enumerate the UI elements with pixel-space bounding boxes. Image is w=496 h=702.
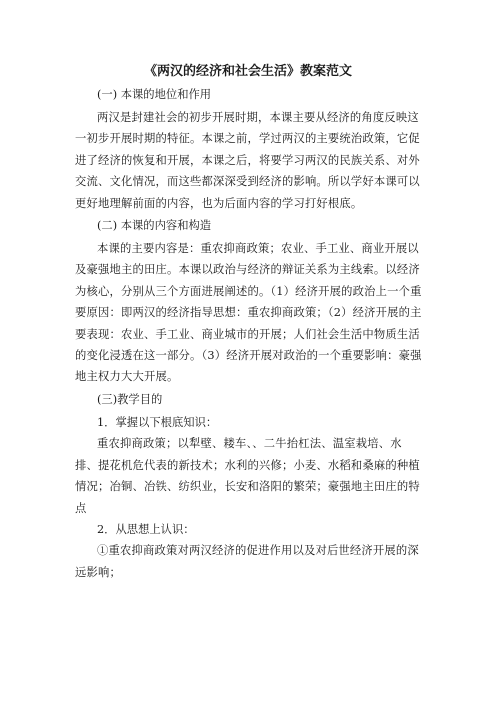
paragraph-structure: 本课的主要内容是：重农抑商政策；农业、手工业、商业开展以及豪强地主的田庄。本课以政治与经济的辩证关系为主线索。以经济为核心，分别从三个方面进展阐述的。（1）经济开展的政治上一个重要原因：即两汉的经济指导思想：重农抑商政策；（2）经济开展的主要表现：农业、手工业、商业城市的开展；人们社会生活中物质生活的变化浸透在这一部分。（3）经济开展对政治的一个重要影响：豪强地主权力大大开展。 bbox=[75, 242, 422, 384]
objective-item-1: 1．掌握以下根底知识： bbox=[97, 415, 218, 429]
paragraph-knowledge: 重农抑商政策；以犁壁、耧车、、二牛抬杠法、温室栽培、水排、提花机危代表的新技术；水利的兴修；小麦、水稻和桑麻的种植情况；冶铜、冶铁、纺织业，长安和洛阳的繁荣；豪强地主田庄的特点 bbox=[75, 437, 420, 515]
paragraph-understanding: ①重农抑商政策对两汉经济的促进作用以及对后世经济开展的深远影响； bbox=[75, 544, 419, 579]
section-heading-objectives: (三)教学目的 bbox=[97, 392, 163, 406]
document-title: 《两汉的经济和社会生活》教案范文 bbox=[143, 64, 352, 79]
paragraph-position: 两汉是封建社会的初步开展时期，本课主要从经济的角度反映这一初步开展时期的特征。本课之前，学过两汉的主要统治政策，它促进了经济的恢复和开展，本课之后，将要学习两汉的民族关系、对外交流、文化情况，而这些都深深受到经济的影响。所以学好本课可以更好地理解前面的内容，也为后面内容的学习打好根底。 bbox=[75, 111, 420, 210]
section-heading-position: (一) 本课的地位和作用 bbox=[97, 88, 212, 101]
objective-item-2: 2．从思想上认识： bbox=[97, 522, 195, 536]
document-body bbox=[75, 83, 423, 583]
section-heading-structure: (二) 本课的内容和构造 bbox=[97, 219, 212, 233]
